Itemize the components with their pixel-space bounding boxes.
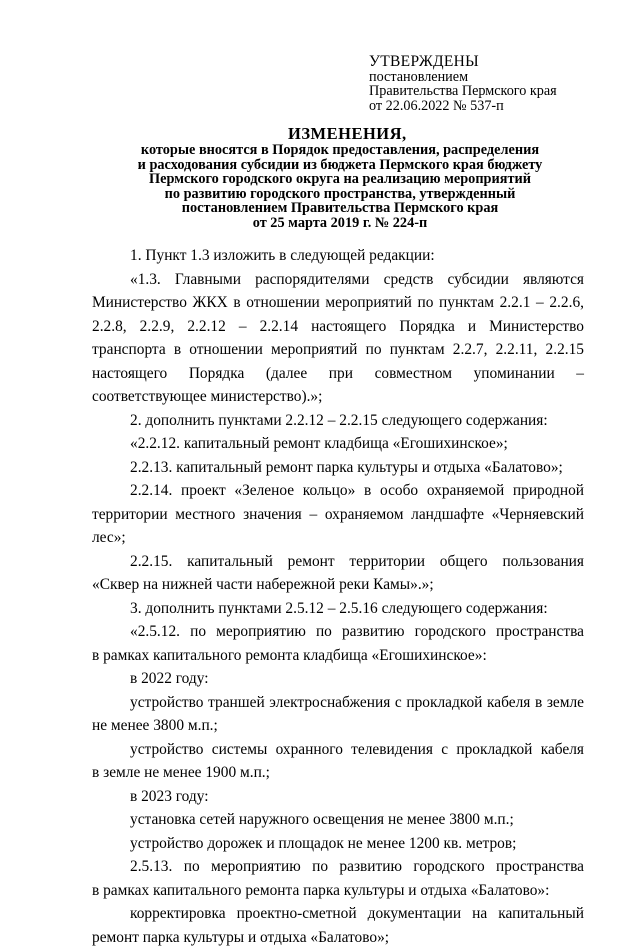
body-line: в 2022 году: bbox=[92, 667, 584, 691]
body-line: «2.5.12. по мероприятию по развитию городского пространства bbox=[92, 620, 584, 644]
body-line: 2.2.8, 2.2.9, 2.2.12 – 2.2.14 настоящего Порядка и Министерство bbox=[92, 315, 584, 339]
body-line: устройство траншей электроснабжения с прокладкой кабеля в земле bbox=[92, 691, 584, 715]
body-line: лес»; bbox=[92, 526, 584, 550]
body-line: соответствующее министерство).»; bbox=[92, 385, 584, 409]
body-line: устройство системы охранного телевидения с прокладкой кабеля bbox=[92, 738, 584, 762]
body-line: «2.2.12. капитальный ремонт кладбища «Егошихинское»; bbox=[92, 432, 584, 456]
body-line: «1.3. Главными распорядителями средств субсидии являются bbox=[92, 268, 584, 292]
body-line: ремонт парка культуры и отдыха «Балатово»; bbox=[92, 926, 584, 949]
subtitle-line: от 25 марта 2019 г. № 224-п bbox=[90, 216, 590, 231]
document-title: ИЗМЕНЕНИЯ, bbox=[288, 124, 407, 144]
body-line: территории местного значения – охраняемом ландшафте «Черняевский bbox=[92, 503, 584, 527]
body-line: 3. дополнить пунктами 2.5.12 – 2.5.16 следующего содержания: bbox=[92, 597, 584, 621]
subtitle-line: по развитию городского пространства, утвержденный bbox=[90, 187, 590, 202]
document-body bbox=[92, 244, 584, 949]
approval-stamp bbox=[369, 55, 629, 113]
body-line: в рамках капитального ремонта парка культуры и отдыха «Балатово»: bbox=[92, 879, 584, 903]
body-line: устройство дорожек и площадок не менее 1200 кв. метров; bbox=[92, 832, 584, 856]
body-line: не менее 3800 м.п.; bbox=[92, 714, 584, 738]
subtitle-line: которые вносятся в Порядок предоставления, распределения bbox=[90, 143, 590, 158]
body-line: 1. Пункт 1.3 изложить в следующей редакции: bbox=[92, 244, 584, 268]
approval-line: от 22.06.2022 № 537-п bbox=[369, 99, 629, 114]
subtitle-line: и расходования субсидии из бюджета Пермского края бюджету bbox=[90, 158, 590, 173]
body-line: в рамках капитального ремонта кладбища «Егошихинское»: bbox=[92, 644, 584, 668]
body-line: 2.2.15. капитальный ремонт территории общего пользования bbox=[92, 550, 584, 574]
body-line: в земле не менее 1900 м.п.; bbox=[92, 761, 584, 785]
document-subtitle bbox=[90, 143, 590, 231]
approval-title: УТВЕРЖДЕНЫ bbox=[369, 55, 629, 70]
body-line: транспорта в отношении мероприятий по пунктам 2.2.7, 2.2.11, 2.2.15 bbox=[92, 338, 584, 362]
body-line: 2.5.13. по мероприятию по развитию городского пространства bbox=[92, 855, 584, 879]
body-line: в 2023 году: bbox=[92, 785, 584, 809]
subtitle-line: Пермского городского округа на реализацию мероприятий bbox=[90, 172, 590, 187]
subtitle-line: постановлением Правительства Пермского края bbox=[90, 201, 590, 216]
body-line: 2.2.13. капитальный ремонт парка культуры и отдыха «Балатово»; bbox=[92, 456, 584, 480]
body-line: 2. дополнить пунктами 2.2.12 – 2.2.15 следующего содержания: bbox=[92, 409, 584, 433]
body-line: настоящего Порядка (далее при совместном упоминании – bbox=[92, 362, 584, 386]
body-line: установка сетей наружного освещения не менее 3800 м.п.; bbox=[92, 808, 584, 832]
body-line: Министерство ЖКХ в отношении мероприятий по пунктам 2.2.1 – 2.2.6, bbox=[92, 291, 584, 315]
body-line: «Сквер на нижней части набережной реки Камы».»; bbox=[92, 573, 584, 597]
approval-line: Правительства Пермского края bbox=[369, 84, 629, 99]
body-line: корректировка проектно-сметной документации на капитальный bbox=[92, 902, 584, 926]
body-line: 2.2.14. проект «Зеленое кольцо» в особо охраняемой природной bbox=[92, 479, 584, 503]
approval-line: постановлением bbox=[369, 70, 629, 85]
